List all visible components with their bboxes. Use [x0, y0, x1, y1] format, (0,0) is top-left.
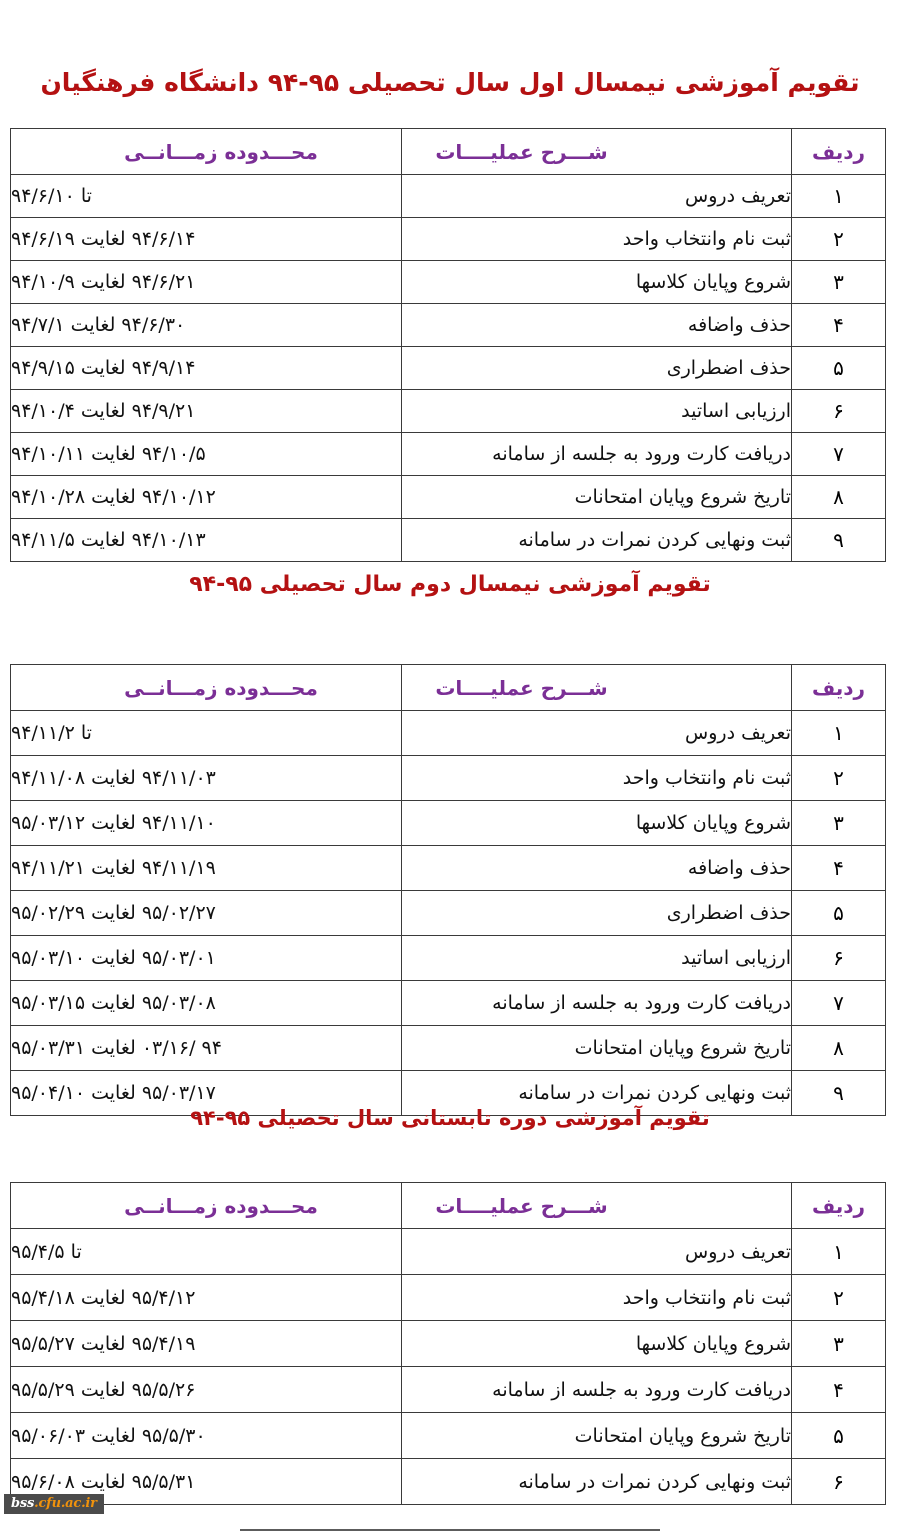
table-row — [11, 1321, 886, 1367]
cell-row-number: ۵ — [792, 1413, 886, 1459]
cell-time-range: تا ۹۴/۶/۱۰ — [11, 175, 402, 218]
column-header-time-range — [11, 129, 402, 175]
column-header-operation — [402, 1183, 792, 1229]
cell-operation: ثبت ونهایی کردن نمرات در سامانه — [402, 519, 792, 562]
cell-time-range: ۹۵/۵/۳۱ لغایت ۹۵/۶/۰۸ — [11, 1459, 402, 1505]
cell-operation: تعریف دروس — [402, 1229, 792, 1275]
cell-time-range: ۹۴/۶/۱۴ لغایت ۹۴/۶/۱۹ — [11, 218, 402, 261]
cell-row-number: ۷ — [792, 433, 886, 476]
table-row — [11, 891, 886, 936]
cell-operation: حذف واضافه — [402, 846, 792, 891]
cell-row-number: ۹ — [792, 1071, 886, 1116]
cell-row-number: ۱ — [792, 711, 886, 756]
column-header-row-number: ردیف — [792, 1183, 886, 1229]
table-row — [11, 801, 886, 846]
table-body-semester2 — [11, 711, 886, 1116]
column-header-operation-label: شـــرح عملیــــات — [435, 139, 608, 164]
cell-operation: ثبت ونهایی کردن نمرات در سامانه — [402, 1459, 792, 1505]
cell-operation: تعریف دروس — [402, 175, 792, 218]
cell-row-number: ۵ — [792, 891, 886, 936]
page-title-summer: تقویم آموزشی دوره تابستانی سال تحصیلی ۹۵-۹۴ — [190, 1106, 710, 1130]
column-header-operation — [402, 129, 792, 175]
cell-row-number: ۱ — [792, 175, 886, 218]
cell-time-range: ۹۴/۱۱/۱۹ لغایت ۹۴/۱۱/۲۱ — [11, 846, 402, 891]
cell-operation: تعریف دروس — [402, 711, 792, 756]
table-row — [11, 304, 886, 347]
table-row — [11, 1275, 886, 1321]
cell-operation: ثبت ونهایی کردن نمرات در سامانه — [402, 1071, 792, 1116]
header-row — [11, 1183, 886, 1229]
cell-operation: شروع وپایان کلاسها — [402, 1321, 792, 1367]
cell-operation: حذف اضطراری — [402, 891, 792, 936]
cell-row-number: ۸ — [792, 1026, 886, 1071]
site-watermark — [4, 1494, 104, 1514]
table-row — [11, 390, 886, 433]
cell-time-range: ۹۴/۱۰/۱۳ لغایت ۹۴/۱۱/۵ — [11, 519, 402, 562]
cell-row-number: ۴ — [792, 304, 886, 347]
column-header-operation-label: شـــرح عملیــــات — [435, 675, 608, 700]
table-body-semester1 — [11, 175, 886, 562]
table-header-summer — [11, 1183, 886, 1229]
column-header-operation — [402, 665, 792, 711]
cell-time-range: ۹۴/۹/۱۴ لغایت ۹۴/۹/۱۵ — [11, 347, 402, 390]
cell-row-number: ۶ — [792, 1459, 886, 1505]
cell-time-range: ۹۵/۴/۱۲ لغایت ۹۵/۴/۱۸ — [11, 1275, 402, 1321]
column-header-time-range-label: محـــدوده زمـــانــی — [124, 675, 318, 700]
column-header-time-range-label: محـــدوده زمـــانــی — [124, 139, 318, 164]
table-row — [11, 936, 886, 981]
cell-row-number: ۴ — [792, 846, 886, 891]
calendar-table-semester1 — [10, 128, 886, 562]
table-row — [11, 476, 886, 519]
cell-row-number: ۴ — [792, 1367, 886, 1413]
cell-row-number: ۶ — [792, 936, 886, 981]
cell-row-number: ۷ — [792, 981, 886, 1026]
cell-time-range: ۹۵/۵/۳۰ لغایت ۹۵/۰۶/۰۳ — [11, 1413, 402, 1459]
table-row — [11, 1413, 886, 1459]
table-row — [11, 261, 886, 304]
column-header-time-range — [11, 665, 402, 711]
cell-time-range: ۹۴/۱۰/۵ لغایت ۹۴/۱۰/۱۱ — [11, 433, 402, 476]
table-row — [11, 981, 886, 1026]
column-header-operation-label: شـــرح عملیــــات — [435, 1193, 608, 1218]
column-header-time-range — [11, 1183, 402, 1229]
cell-operation: شروع وپایان کلاسها — [402, 261, 792, 304]
table-row — [11, 433, 886, 476]
cell-time-range: ۹۵/۰۳/۰۱ لغایت ۹۵/۰۳/۱۰ — [11, 936, 402, 981]
cell-time-range: ۹۴/۹/۲۱ لغایت ۹۴/۱۰/۴ — [11, 390, 402, 433]
cell-operation: حذف اضطراری — [402, 347, 792, 390]
header-row — [11, 665, 886, 711]
calendar-table-summer — [10, 1182, 886, 1505]
cell-operation: دریافت کارت ورود به جلسه از سامانه — [402, 981, 792, 1026]
header-row — [11, 129, 886, 175]
cell-operation: دریافت کارت ورود به جلسه از سامانه — [402, 1367, 792, 1413]
cell-time-range: ۹۴/۶/۲۱ لغایت ۹۴/۱۰/۹ — [11, 261, 402, 304]
cell-time-range: تا ۹۵/۴/۵ — [11, 1229, 402, 1275]
table-header-semester1 — [11, 129, 886, 175]
bottom-divider — [240, 1529, 660, 1531]
cell-time-range: ۹۵/۴/۱۹ لغایت ۹۵/۵/۲۷ — [11, 1321, 402, 1367]
cell-time-range: تا ۹۴/۱۱/۲ — [11, 711, 402, 756]
table-row — [11, 1459, 886, 1505]
cell-operation: دریافت کارت ورود به جلسه از سامانه — [402, 433, 792, 476]
cell-row-number: ۲ — [792, 218, 886, 261]
table-row — [11, 1367, 886, 1413]
cell-operation: ارزیابی اساتید — [402, 936, 792, 981]
cell-row-number: ۲ — [792, 756, 886, 801]
cell-row-number: ۲ — [792, 1275, 886, 1321]
table-row — [11, 175, 886, 218]
cell-time-range: ۹۴ /۰۳/۱۶ لغایت ۹۵/۰۳/۳۱ — [11, 1026, 402, 1071]
table-row — [11, 347, 886, 390]
cell-operation: ثبت نام وانتخاب واحد — [402, 756, 792, 801]
cell-time-range: ۹۴/۱۱/۰۳ لغایت ۹۴/۱۱/۰۸ — [11, 756, 402, 801]
cell-time-range: ۹۴/۱۰/۱۲ لغایت ۹۴/۱۰/۲۸ — [11, 476, 402, 519]
table-body-summer — [11, 1229, 886, 1505]
cell-time-range: ۹۵/۰۳/۰۸ لغایت ۹۵/۰۳/۱۵ — [11, 981, 402, 1026]
cell-row-number: ۳ — [792, 261, 886, 304]
cell-row-number: ۸ — [792, 476, 886, 519]
cell-time-range: ۹۵/۵/۲۶ لغایت ۹۵/۵/۲۹ — [11, 1367, 402, 1413]
cell-time-range: ۹۴/۱۱/۱۰ لغایت ۹۵/۰۳/۱۲ — [11, 801, 402, 846]
cell-time-range: ۹۵/۰۳/۱۷ لغایت ۹۵/۰۴/۱۰ — [11, 1071, 402, 1116]
cell-operation: تاریخ شروع وپایان امتحانات — [402, 1413, 792, 1459]
watermark-suffix: .cfu.ac.ir — [34, 1496, 97, 1511]
cell-operation: ارزیابی اساتید — [402, 390, 792, 433]
cell-time-range: ۹۵/۰۲/۲۷ لغایت ۹۵/۰۲/۲۹ — [11, 891, 402, 936]
page-title-semester2: تقویم آموزشی نیمسال دوم سال تحصیلی ۹۵-۹۴ — [189, 572, 711, 597]
cell-operation: ثبت نام وانتخاب واحد — [402, 1275, 792, 1321]
cell-row-number: ۶ — [792, 390, 886, 433]
cell-operation: تاریخ شروع وپایان امتحانات — [402, 476, 792, 519]
table-row — [11, 1229, 886, 1275]
cell-row-number: ۱ — [792, 1229, 886, 1275]
cell-row-number: ۹ — [792, 519, 886, 562]
table-row — [11, 218, 886, 261]
table-header-semester2 — [11, 665, 886, 711]
watermark-prefix: bss — [11, 1496, 35, 1511]
cell-operation: تاریخ شروع وپایان امتحانات — [402, 1026, 792, 1071]
table-row — [11, 1026, 886, 1071]
cell-row-number: ۳ — [792, 1321, 886, 1367]
table-row — [11, 756, 886, 801]
page-title-semester1: تقویم آموزشی نیمسال اول سال تحصیلی ۹۵-۹۴ دانشگاه فرهنگیان — [40, 68, 860, 97]
column-header-time-range-label: محـــدوده زمـــانــی — [124, 1193, 318, 1218]
table-row — [11, 711, 886, 756]
calendar-table-semester2 — [10, 664, 886, 1116]
cell-operation: شروع وپایان کلاسها — [402, 801, 792, 846]
table-row — [11, 519, 886, 562]
cell-operation: ثبت نام وانتخاب واحد — [402, 218, 792, 261]
column-header-row-number: ردیف — [792, 665, 886, 711]
column-header-row-number: ردیف — [792, 129, 886, 175]
cell-row-number: ۵ — [792, 347, 886, 390]
cell-row-number: ۳ — [792, 801, 886, 846]
table-row — [11, 846, 886, 891]
cell-time-range: ۹۴/۶/۳۰ لغایت ۹۴/۷/۱ — [11, 304, 402, 347]
cell-operation: حذف واضافه — [402, 304, 792, 347]
